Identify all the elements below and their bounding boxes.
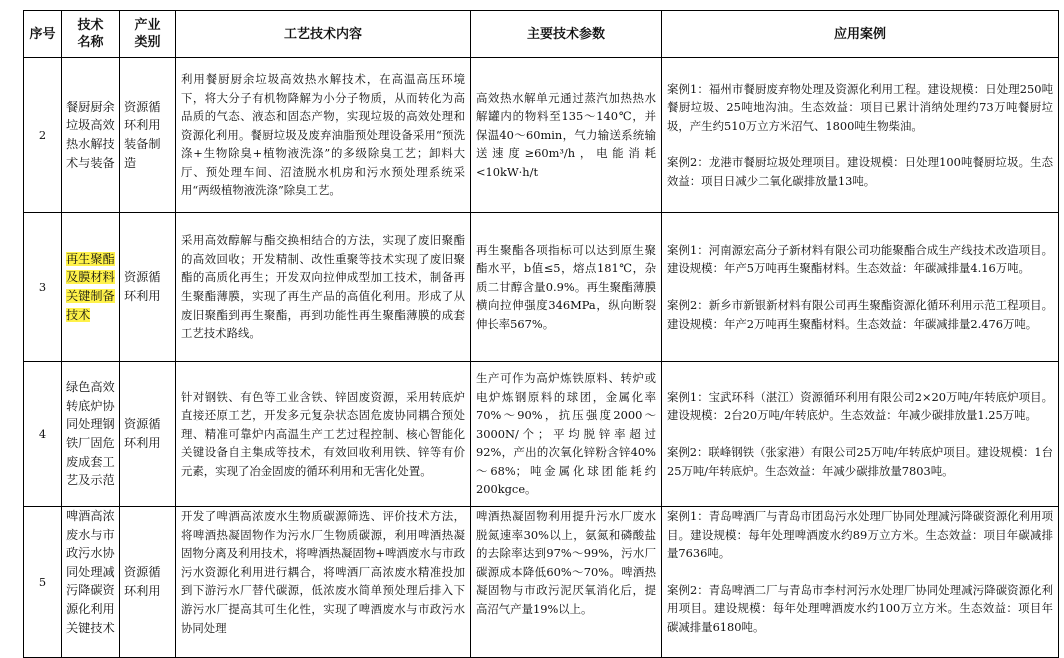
case-2: 案例2：新乡市新银新材料有限公司再生聚酯资源化循环利用示范工程项目。建设规模：年产2万吨再生聚酯材料。生态效益：年碳减排量2.476万吨。 xyxy=(667,298,1053,331)
application-cases xyxy=(662,58,1059,213)
row-number: 4 xyxy=(24,362,62,507)
industry-category: 资源循环利用 xyxy=(120,507,176,658)
industry-category: 资源循环利用装备制造 xyxy=(120,58,176,213)
industry-category: 资源循环利用 xyxy=(120,213,176,362)
table-header-row xyxy=(24,11,1059,58)
industry-category: 资源循环利用 xyxy=(120,362,176,507)
case-1: 案例1：福州市餐厨废弃物处理及资源化利用工程。建设规模：日处理250吨餐厨垃圾、25吨地沟油。生态效益：项目已累计消纳处理约73万吨餐厨垃圾，产生约510万立方米沼气、1800吨生物柴油。 xyxy=(667,81,1053,133)
tech-name xyxy=(62,213,120,362)
row-number: 2 xyxy=(24,58,62,213)
tech-name: 啤酒高浓废水与市政污水协同处理减污降碳资源化利用关键技术 xyxy=(62,507,120,658)
case-1: 案例1：河南源宏高分子新材料有限公司功能聚酯合成生产线技术改造项目。建设规模：年产5万吨再生聚酯材料。生态效益：年碳减排量4.16万吨。 xyxy=(667,242,1053,276)
tech-params: 再生聚酯各项指标可以达到原生聚酯水平，b值≤5，熔点181℃，杂质二甘醇含量0.9%。再生聚酯薄膜横向拉伸强度346MPa，纵向断裂伸长率567%。 xyxy=(471,213,662,362)
process-content: 利用餐厨厨余垃圾高效热水解技术，在高温高压环境下，将大分子有机物降解为小分子物质，从而转化为高品质的气态、液态和固态产物，实现垃圾的高效处理和资源化利用。餐厨垃圾及废弃油脂预处理设备采用“预洗涤+生物除臭+植物液洗涤”的多级除臭工艺；卸料大厅、预处理车间、沼渣脱水机房和污水预处理系统采用“两级植物液洗涤”除臭工艺。 xyxy=(176,58,471,213)
application-cases xyxy=(662,507,1059,658)
header-params: 主要技术参数 xyxy=(471,11,662,58)
table-row xyxy=(24,213,1059,362)
header-name-line1: 技术 xyxy=(77,18,104,33)
highlighted-tech-name: 再生聚酯及膜材料关键制备技术 xyxy=(66,251,115,322)
case-2: 案例2：龙港市餐厨垃圾处理项目。建设规模：日处理100吨餐厨垃圾。生态效益：项目日减少二氧化碳排放量13吨。 xyxy=(667,155,1053,188)
application-cases xyxy=(662,213,1059,362)
table-row xyxy=(24,58,1059,213)
technology-table xyxy=(23,10,1059,658)
tech-name: 绿色高效转底炉协同处理钢铁厂固危废成套工艺及示范 xyxy=(62,362,120,507)
header-no: 序号 xyxy=(24,11,62,58)
process-content: 针对钢铁、有色等工业含铁、锌固废资源，采用转底炉直接还原工艺，开发多元复杂状态固危废协同耦合预处理、精准可靠炉内高温生产工艺过程控制、核心智能化关键设备自主集成等技术，有效回收利用铁、锌等有价元素，实现了冶金固废的循环利用和无害化处置。 xyxy=(176,362,471,507)
header-category-line2: 类别 xyxy=(134,35,161,50)
header-name xyxy=(62,11,120,58)
case-2: 案例2：青岛啤酒二厂与青岛市李村河污水处理厂协同处理减污降碳资源化利用项目。建设规模：每年处理啤酒废水约100万立方米。生态效益：项目年碳减排量6180吨。 xyxy=(667,582,1053,634)
header-category xyxy=(120,11,176,58)
tech-params: 高效热水解单元通过蒸汽加热热水解罐内的物料至135～140℃，并保温40～60min，气力输送系统输送速度≥60m³/h，电能消耗<10kW·h/t xyxy=(471,58,662,213)
process-content: 开发了啤酒高浓废水生物质碳源筛选、评价技术方法，将啤酒热凝固物作为污水厂生物质碳源，利用啤酒热凝固物分离及利用技术，将啤酒热凝固物+啤酒废水与市政污水资源化利用进行耦合，将啤酒厂高浓废水精准投加到下游污水厂替代碳源，低浓废水简单预处理后排入下游污水厂提高其可生化性，实现了啤酒废水与市政污水协同处理 xyxy=(176,507,471,658)
row-number: 3 xyxy=(24,213,62,362)
case-1: 案例1：青岛啤酒厂与青岛市团岛污水处理厂协同处理减污降碳资源化利用项目。建设规模：每年处理啤酒废水约89万立方米。生态效益：项目年碳减排量7636吨。 xyxy=(667,509,1053,561)
table-row xyxy=(24,362,1059,507)
table-row xyxy=(24,507,1059,658)
header-name-line2: 名称 xyxy=(77,35,104,50)
header-cases: 应用案例 xyxy=(662,11,1059,58)
tech-name: 餐厨厨余垃圾高效热水解技术与装备 xyxy=(62,58,120,213)
case-2: 案例2：联峰钢铁（张家港）有限公司25万吨/年转底炉项目。建设规模：1台25万吨/年转底炉。生态效益：年减少碳排放量7803吨。 xyxy=(667,445,1053,478)
tech-params: 啤酒热凝固物利用提升污水厂废水脱氮速率30%以上，氨氮和磷酸盐的去除率达到97%～99%，污水厂碳源成本降低60%～70%。啤酒热凝固物与市政污泥厌氧消化后，提高沼气产量19%以上。 xyxy=(471,507,662,658)
header-category-line1: 产业 xyxy=(134,18,161,33)
case-1: 案例1：宝武环科（湛江）资源循环利用有限公司2×20万吨/年转底炉项目。建设规模：2台20万吨/年转底炉。生态效益：年减少碳排放量1.25万吨。 xyxy=(667,389,1053,423)
row-number: 5 xyxy=(24,507,62,658)
application-cases xyxy=(662,362,1059,507)
process-content: 采用高效醇解与酯交换相结合的方法，实现了废旧聚酯的高效回收；开发精制、改性重聚等技术实现了废旧聚酯的高质化再生；开发双向拉伸成型加工技术，制备再生聚酯薄膜，实现了再生产品的高值化利用。形成了从废旧聚酯到再生聚酯，再到功能性再生聚酯薄膜的成套工艺技术路线。 xyxy=(176,213,471,362)
tech-params: 生产可作为高炉炼铁原料、转炉或电炉炼钢原料的球团，金属化率70%～90%，抗压强度2000～3000N/个；平均脱锌率超过92%，产出的次氧化锌粉含锌40%～68%；吨金属化球团能耗约200kgce。 xyxy=(471,362,662,507)
header-process: 工艺技术内容 xyxy=(176,11,471,58)
